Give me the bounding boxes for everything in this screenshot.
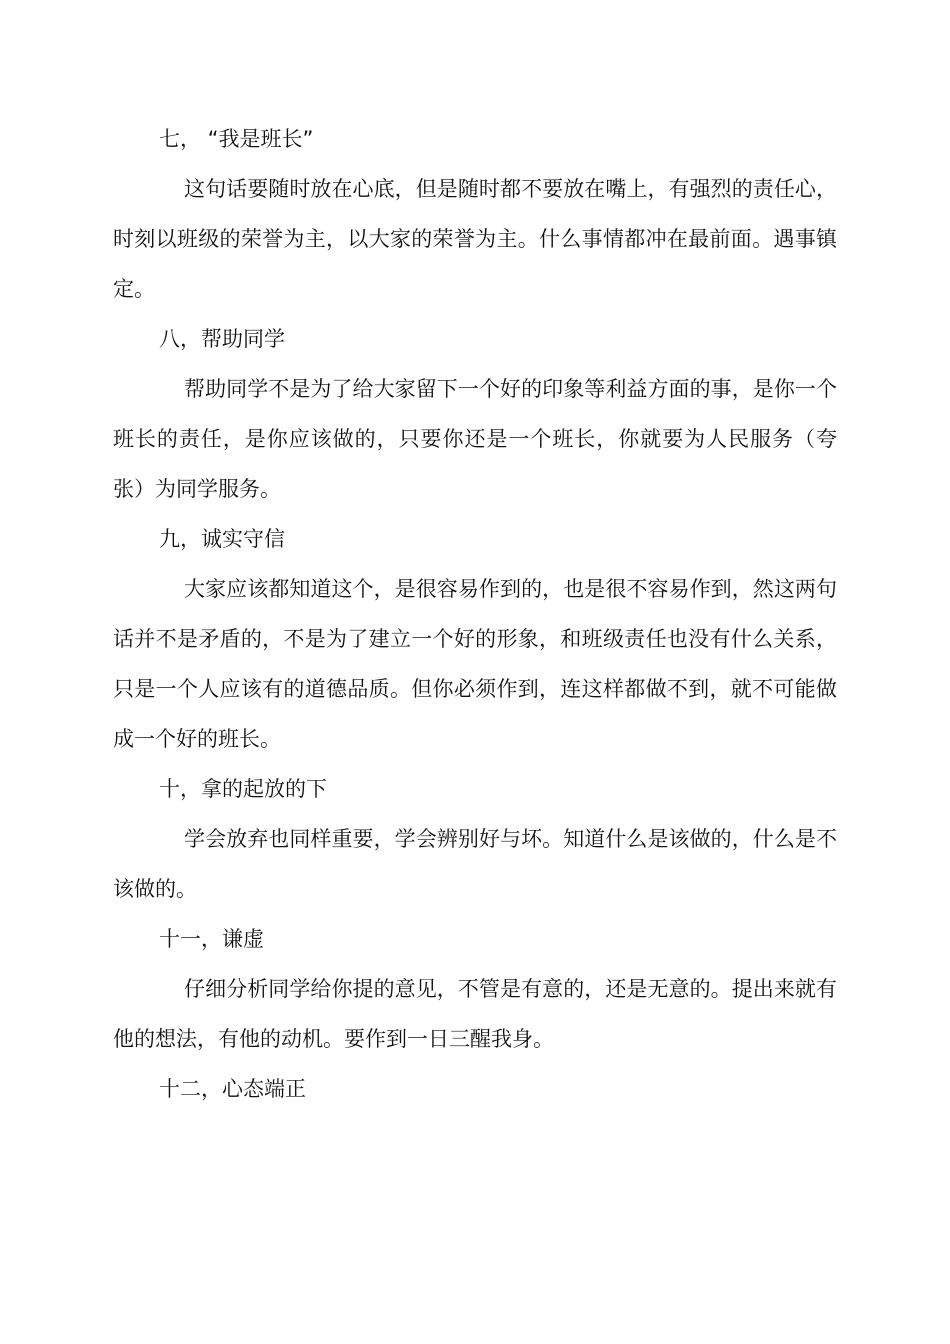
section-body-8: 帮助同学不是为了给大家留下一个好的印象等利益方面的事，是你一个班长的责任，是你应该做的，只要你还是一个班长，你就要为人民服务（夸张）为同学服务。 [113, 377, 837, 501]
section-body-11: 仔细分析同学给你提的意见，不管是有意的，还是无意的。提出来就有他的想法，有他的动机。要作到一日三醒我身。 [113, 977, 837, 1051]
section-heading-7: 七， “我是班长” [159, 127, 314, 151]
section-heading-10: 十，拿的起放的下 [159, 777, 327, 801]
document-content [113, 114, 837, 1114]
section-heading-12: 十二，心态端正 [159, 1077, 306, 1101]
section-heading-11: 十一，谦虚 [159, 927, 264, 951]
section-heading-9: 九，诚实守信 [159, 527, 285, 551]
section-body-9: 大家应该都知道这个，是很容易作到的，也是很不容易作到，然这两句话并不是矛盾的，不是为了建立一个好的形象，和班级责任也没有什么关系，只是一个人应该有的道德品质。但你必须作到，连这样都做不到，就不可能做成一个好的班长。 [113, 577, 837, 751]
section-body-10: 学会放弃也同样重要，学会辨别好与坏。知道什么是该做的，什么是不该做的。 [113, 827, 837, 901]
section-heading-8: 八，帮助同学 [159, 327, 285, 351]
section-body-7: 这句话要随时放在心底，但是随时都不要放在嘴上，有强烈的责任心，时刻以班级的荣誉为主，以大家的荣誉为主。什么事情都冲在最前面。遇事镇定。 [113, 177, 837, 301]
